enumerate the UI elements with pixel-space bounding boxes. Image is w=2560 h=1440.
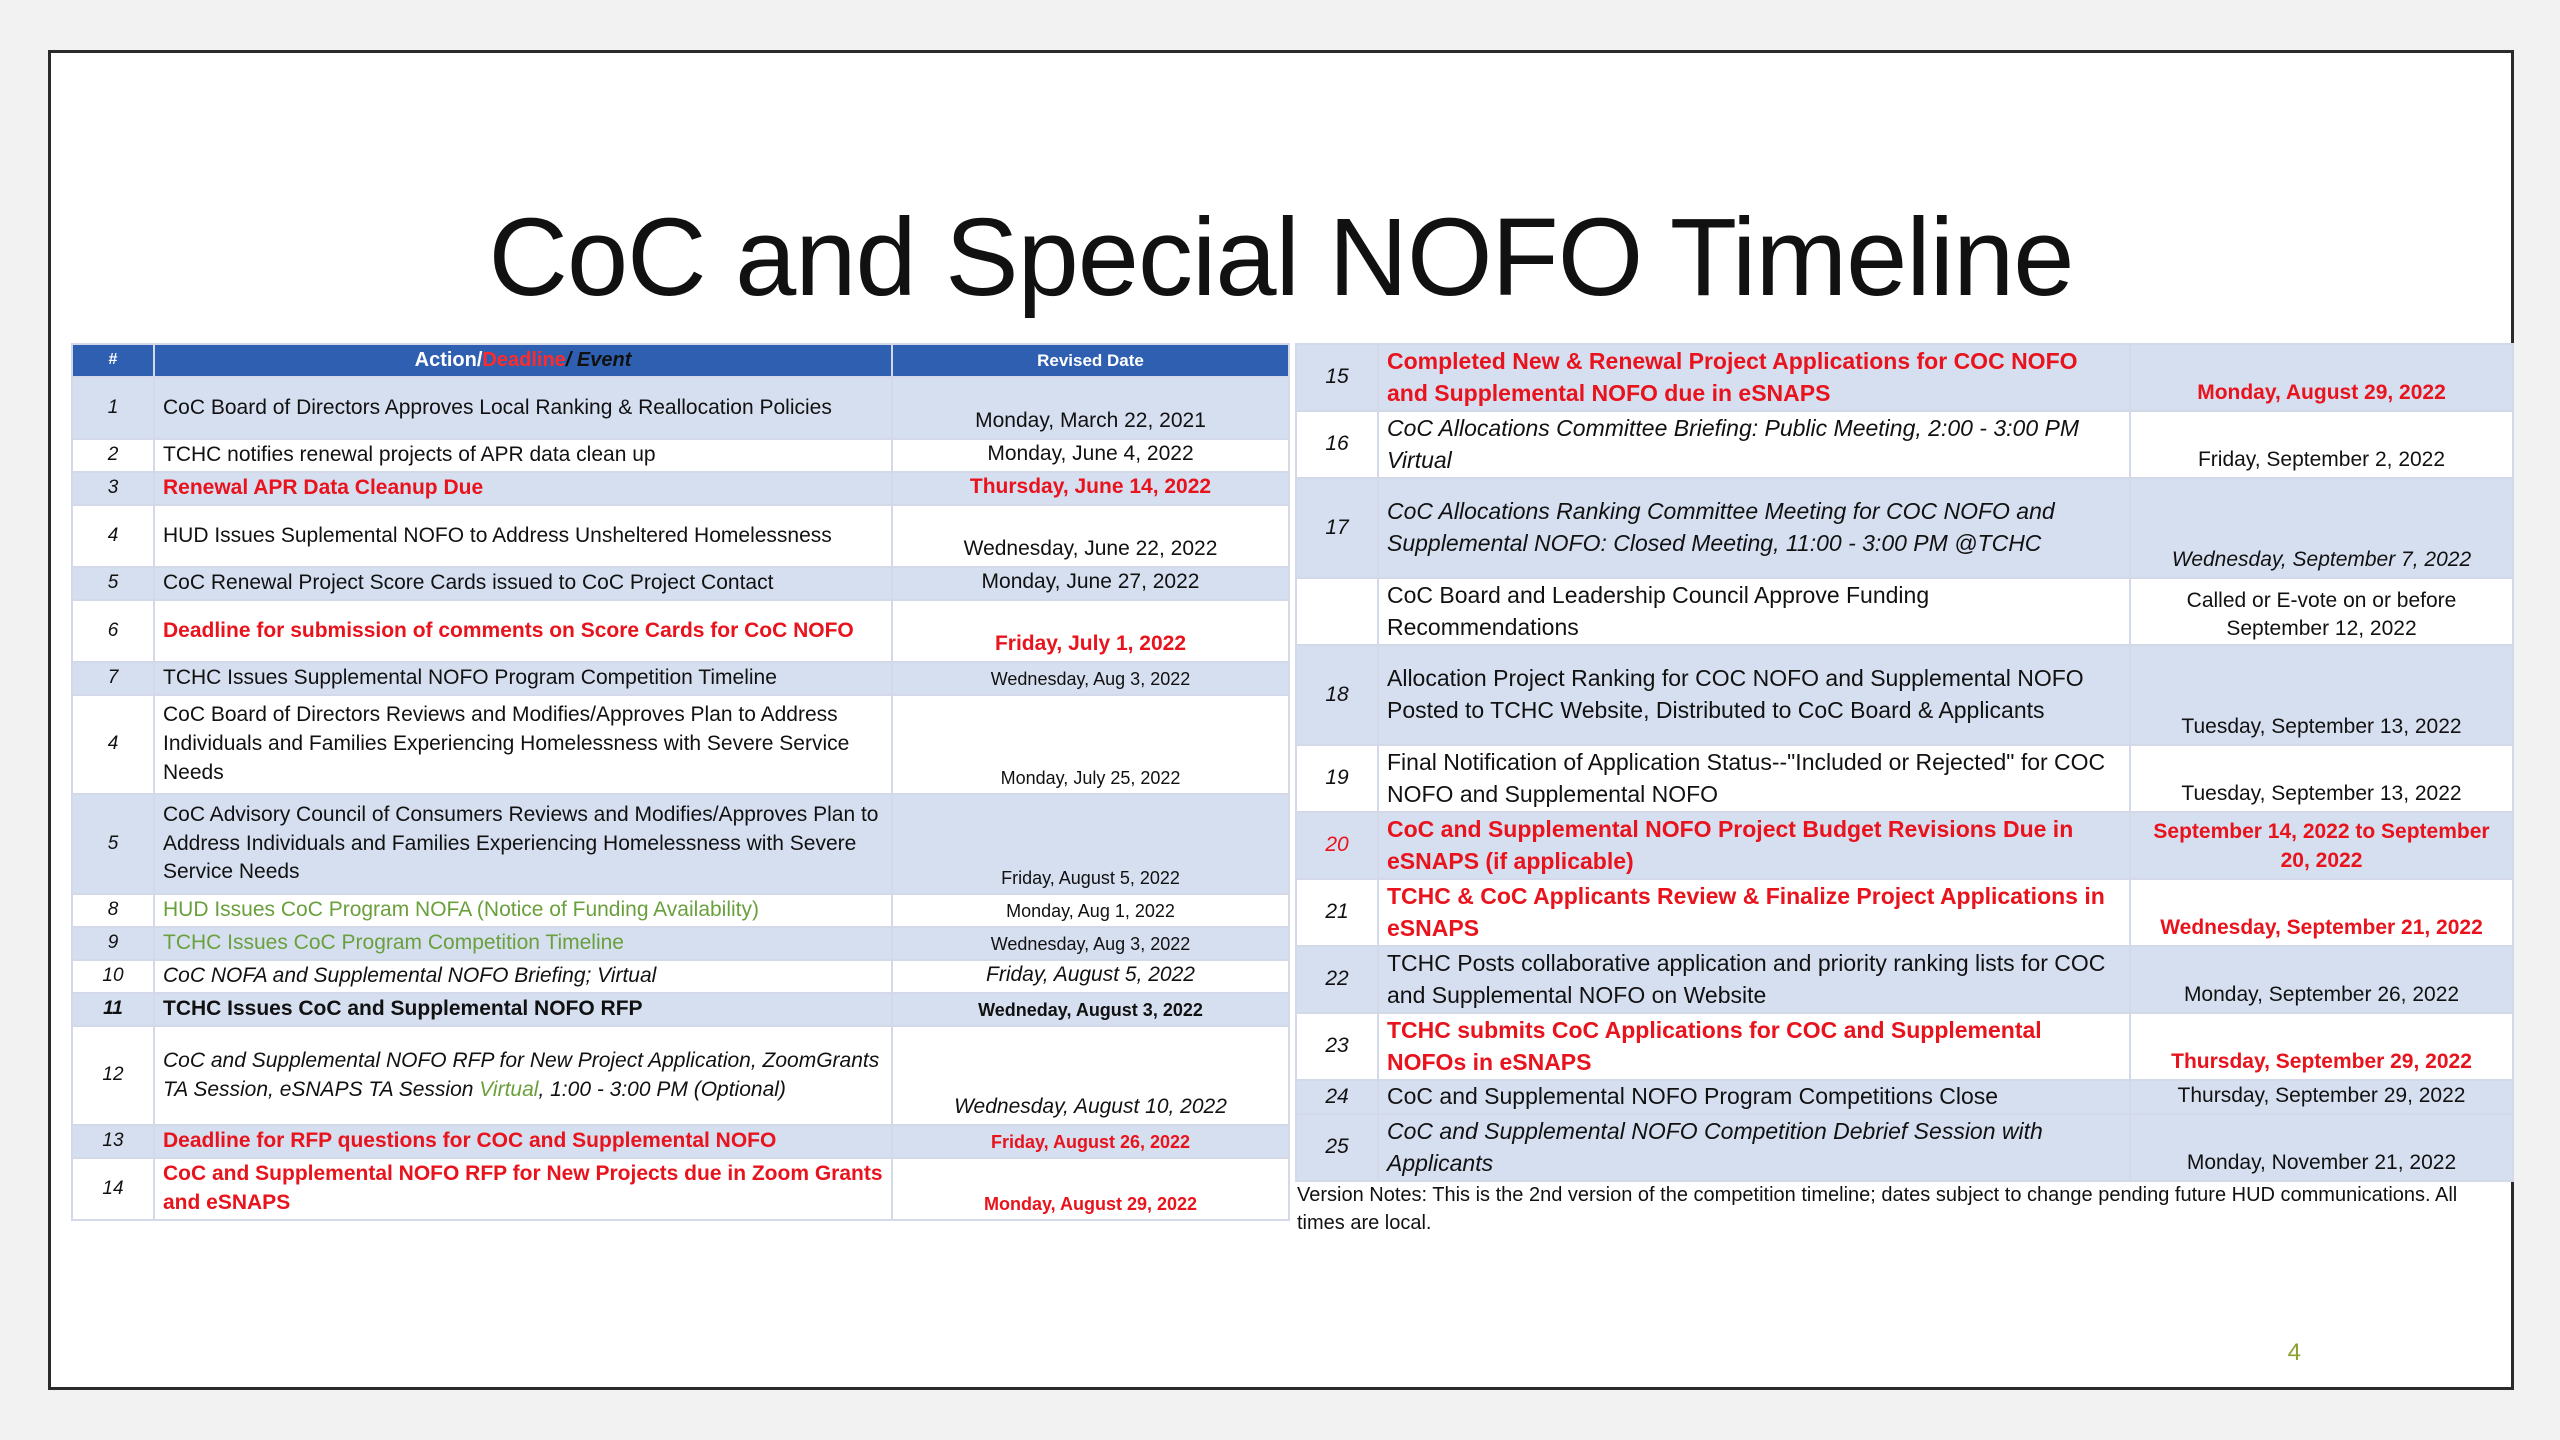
- table-row: [72, 1158, 1289, 1220]
- row-action: HUD Issues Suplemental NOFO to Address Unsheltered Homelessness: [154, 505, 892, 567]
- table-row: [1296, 745, 2513, 812]
- row-action: CoC Board of Directors Reviews and Modifies/Approves Plan to Address Individuals and Families Experiencing Homelessness with Severe Service Needs: [154, 695, 892, 794]
- row-action: CoC and Supplemental NOFO Competition Debrief Session with Applicants: [1378, 1114, 2130, 1181]
- header-action: [154, 344, 892, 377]
- row-num: 10: [72, 960, 154, 993]
- table-row: [1296, 946, 2513, 1013]
- row-date: Monday, August 29, 2022: [2130, 344, 2513, 411]
- row-date: Monday, September 26, 2022: [2130, 946, 2513, 1013]
- row-action: CoC NOFA and Supplemental NOFO Briefing; Virtual: [154, 960, 892, 993]
- row-action: TCHC Posts collaborative application and priority ranking lists for COC and Supplemental NOFO on Website: [1378, 946, 2130, 1013]
- table-row: [72, 377, 1289, 439]
- row-num: 25: [1296, 1114, 1378, 1181]
- row-date: Friday, August 5, 2022: [892, 960, 1289, 993]
- row-date: Monday, Aug 1, 2022: [892, 894, 1289, 927]
- row-action: CoC Allocations Committee Briefing: Public Meeting, 2:00 - 3:00 PM Virtual: [1378, 411, 2130, 478]
- table-row: [72, 1026, 1289, 1125]
- row-action: CoC and Supplemental NOFO Project Budget Revisions Due in eSNAPS (if applicable): [1378, 812, 2130, 879]
- row-num: 23: [1296, 1013, 1378, 1080]
- table-row: [72, 927, 1289, 960]
- row-num: 5: [72, 794, 154, 894]
- row-action: Renewal APR Data Cleanup Due: [154, 472, 892, 505]
- row-action: CoC Board of Directors Approves Local Ranking & Reallocation Policies: [154, 377, 892, 439]
- row-num: 13: [72, 1125, 154, 1158]
- row-num: 15: [1296, 344, 1378, 411]
- row-action: TCHC Issues Supplemental NOFO Program Competition Timeline: [154, 662, 892, 695]
- row-date: Tuesday, September 13, 2022: [2130, 645, 2513, 745]
- timeline-table-left: [71, 343, 1290, 1221]
- row-num: 1: [72, 377, 154, 439]
- row-num: 17: [1296, 478, 1378, 578]
- row-action: Final Notification of Application Status--"Included or Rejected" for COC NOFO and Supplemental NOFO: [1378, 745, 2130, 812]
- row-date: Wednesday, September 21, 2022: [2130, 879, 2513, 946]
- table-row: [1296, 1114, 2513, 1181]
- row-action-part: , 1:00 - 3:00 PM (Optional): [538, 1077, 786, 1101]
- row-action-part: CoC and Supplemental NOFO RFP for New Project Application, ZoomGrants TA Session, eSNAPS TA Session: [163, 1048, 880, 1101]
- row-action: Allocation Project Ranking for COC NOFO and Supplemental NOFO Posted to TCHC Website, Distributed to CoC Board & Applicants: [1378, 645, 2130, 745]
- row-date: Friday, August 26, 2022: [892, 1125, 1289, 1158]
- row-num: 19: [1296, 745, 1378, 812]
- timeline-table-right: [1295, 343, 2514, 1182]
- row-action: CoC and Supplemental NOFO Program Competitions Close: [1378, 1080, 2130, 1114]
- page-number: 4: [2287, 1339, 2301, 1366]
- row-num: 14: [72, 1158, 154, 1220]
- row-action: TCHC submits CoC Applications for COC and Supplemental NOFOs in eSNAPS: [1378, 1013, 2130, 1080]
- row-action: Completed New & Renewal Project Applications for COC NOFO and Supplemental NOFO due in eSNAPS: [1378, 344, 2130, 411]
- row-num: 9: [72, 927, 154, 960]
- table-row: [72, 794, 1289, 894]
- row-num: 12: [72, 1026, 154, 1125]
- row-date: Wednesday, Aug 3, 2022: [892, 927, 1289, 960]
- row-action: CoC Renewal Project Score Cards issued to CoC Project Contact: [154, 567, 892, 600]
- row-num: 22: [1296, 946, 1378, 1013]
- row-action: Deadline for submission of comments on Score Cards for CoC NOFO: [154, 600, 892, 662]
- header-event-label: / Event: [565, 348, 632, 371]
- row-action: CoC Advisory Council of Consumers Reviews and Modifies/Approves Plan to Address Individuals and Families Experiencing Homelessness with Severe Service Needs: [154, 794, 892, 894]
- row-date: Friday, September 2, 2022: [2130, 411, 2513, 478]
- row-num: 4: [72, 695, 154, 794]
- row-date: Tuesday, September 13, 2022: [2130, 745, 2513, 812]
- header-num: #: [72, 344, 154, 377]
- table-header-row: [72, 344, 1289, 377]
- row-date: Monday, March 22, 2021: [892, 377, 1289, 439]
- row-action: TCHC Issues CoC and Supplemental NOFO RFP: [154, 993, 892, 1026]
- row-date: Wedneday, August 3, 2022: [892, 993, 1289, 1026]
- row-date: Monday, August 29, 2022: [892, 1158, 1289, 1220]
- table-row: [72, 960, 1289, 993]
- table-row: [1296, 645, 2513, 745]
- version-notes: Version Notes: This is the 2nd version of the competition timeline; dates subject to change pending future HUD communications. All times are local.: [1297, 1184, 2458, 1234]
- row-action: TCHC Issues CoC Program Competition Timeline: [154, 927, 892, 960]
- row-num: 24: [1296, 1080, 1378, 1114]
- table-row: [1296, 1013, 2513, 1080]
- header-revised-date: Revised Date: [892, 344, 1289, 377]
- table-row: [72, 894, 1289, 927]
- row-date: Thursday, September 29, 2022: [2130, 1080, 2513, 1114]
- table-row: [72, 472, 1289, 505]
- row-action: CoC and Supplemental NOFO RFP for New Projects due in Zoom Grants and eSNAPS: [154, 1158, 892, 1220]
- row-date: Monday, November 21, 2022: [2130, 1114, 2513, 1181]
- row-date: Wednesday, August 10, 2022: [892, 1026, 1289, 1125]
- table-row: [1296, 478, 2513, 578]
- table-row: [72, 567, 1289, 600]
- row-date: Monday, June 4, 2022: [892, 439, 1289, 472]
- table-row: [1296, 879, 2513, 946]
- table-row: [72, 1125, 1289, 1158]
- table-row: [1296, 1080, 2513, 1114]
- row-num: 7: [72, 662, 154, 695]
- table-row: [72, 695, 1289, 794]
- row-num: 20: [1296, 812, 1378, 879]
- row-action: TCHC & CoC Applicants Review & Finalize Project Applications in eSNAPS: [1378, 879, 2130, 946]
- row-num: 11: [72, 993, 154, 1026]
- row-date: Wednesday, September 7, 2022: [2130, 478, 2513, 578]
- table-row: [72, 439, 1289, 472]
- row-num: 18: [1296, 645, 1378, 745]
- table-row: [1296, 578, 2513, 645]
- row-action: [154, 1026, 892, 1125]
- row-num: 3: [72, 472, 154, 505]
- row-action: CoC Board and Leadership Council Approve Funding Recommendations: [1378, 578, 2130, 645]
- row-date: Monday, June 27, 2022: [892, 567, 1289, 600]
- header-action-label: Action/: [414, 348, 483, 371]
- table-row: [72, 505, 1289, 567]
- row-action: HUD Issues CoC Program NOFA (Notice of Funding Availability): [154, 894, 892, 927]
- row-date: Thursday, June 14, 2022: [892, 472, 1289, 505]
- row-num: [1296, 578, 1378, 645]
- table-row: [72, 600, 1289, 662]
- row-action: Deadline for RFP questions for COC and Supplemental NOFO: [154, 1125, 892, 1158]
- row-date: Friday, August 5, 2022: [892, 794, 1289, 894]
- row-action: CoC Allocations Ranking Committee Meeting for COC NOFO and Supplemental NOFO: Closed Meeting, 11:00 - 3:00 PM @TCHC: [1378, 478, 2130, 578]
- row-date: Friday, July 1, 2022: [892, 600, 1289, 662]
- row-date: Wednesday, Aug 3, 2022: [892, 662, 1289, 695]
- table-row: [72, 662, 1289, 695]
- row-num: 8: [72, 894, 154, 927]
- row-num: 21: [1296, 879, 1378, 946]
- row-date: Called or E-vote on or before September 12, 2022: [2130, 578, 2513, 645]
- row-num: 5: [72, 567, 154, 600]
- row-num: 4: [72, 505, 154, 567]
- row-action-virtual: Virtual: [479, 1077, 539, 1101]
- row-num: 2: [72, 439, 154, 472]
- table-row: [1296, 812, 2513, 879]
- row-num: 6: [72, 600, 154, 662]
- table-row: [1296, 344, 2513, 411]
- header-deadline-label: Deadline: [482, 348, 566, 371]
- row-date: September 14, 2022 to September 20, 2022: [2130, 812, 2513, 879]
- row-date: Thursday, September 29, 2022: [2130, 1013, 2513, 1080]
- row-num: 16: [1296, 411, 1378, 478]
- slide: [48, 50, 2514, 1390]
- table-row: [1296, 411, 2513, 478]
- slide-title: CoC and Special NOFO Timeline: [488, 196, 2074, 319]
- row-date: Monday, July 25, 2022: [892, 695, 1289, 794]
- table-row: [72, 993, 1289, 1026]
- row-date: Wednesday, June 22, 2022: [892, 505, 1289, 567]
- row-action: TCHC notifies renewal projects of APR data clean up: [154, 439, 892, 472]
